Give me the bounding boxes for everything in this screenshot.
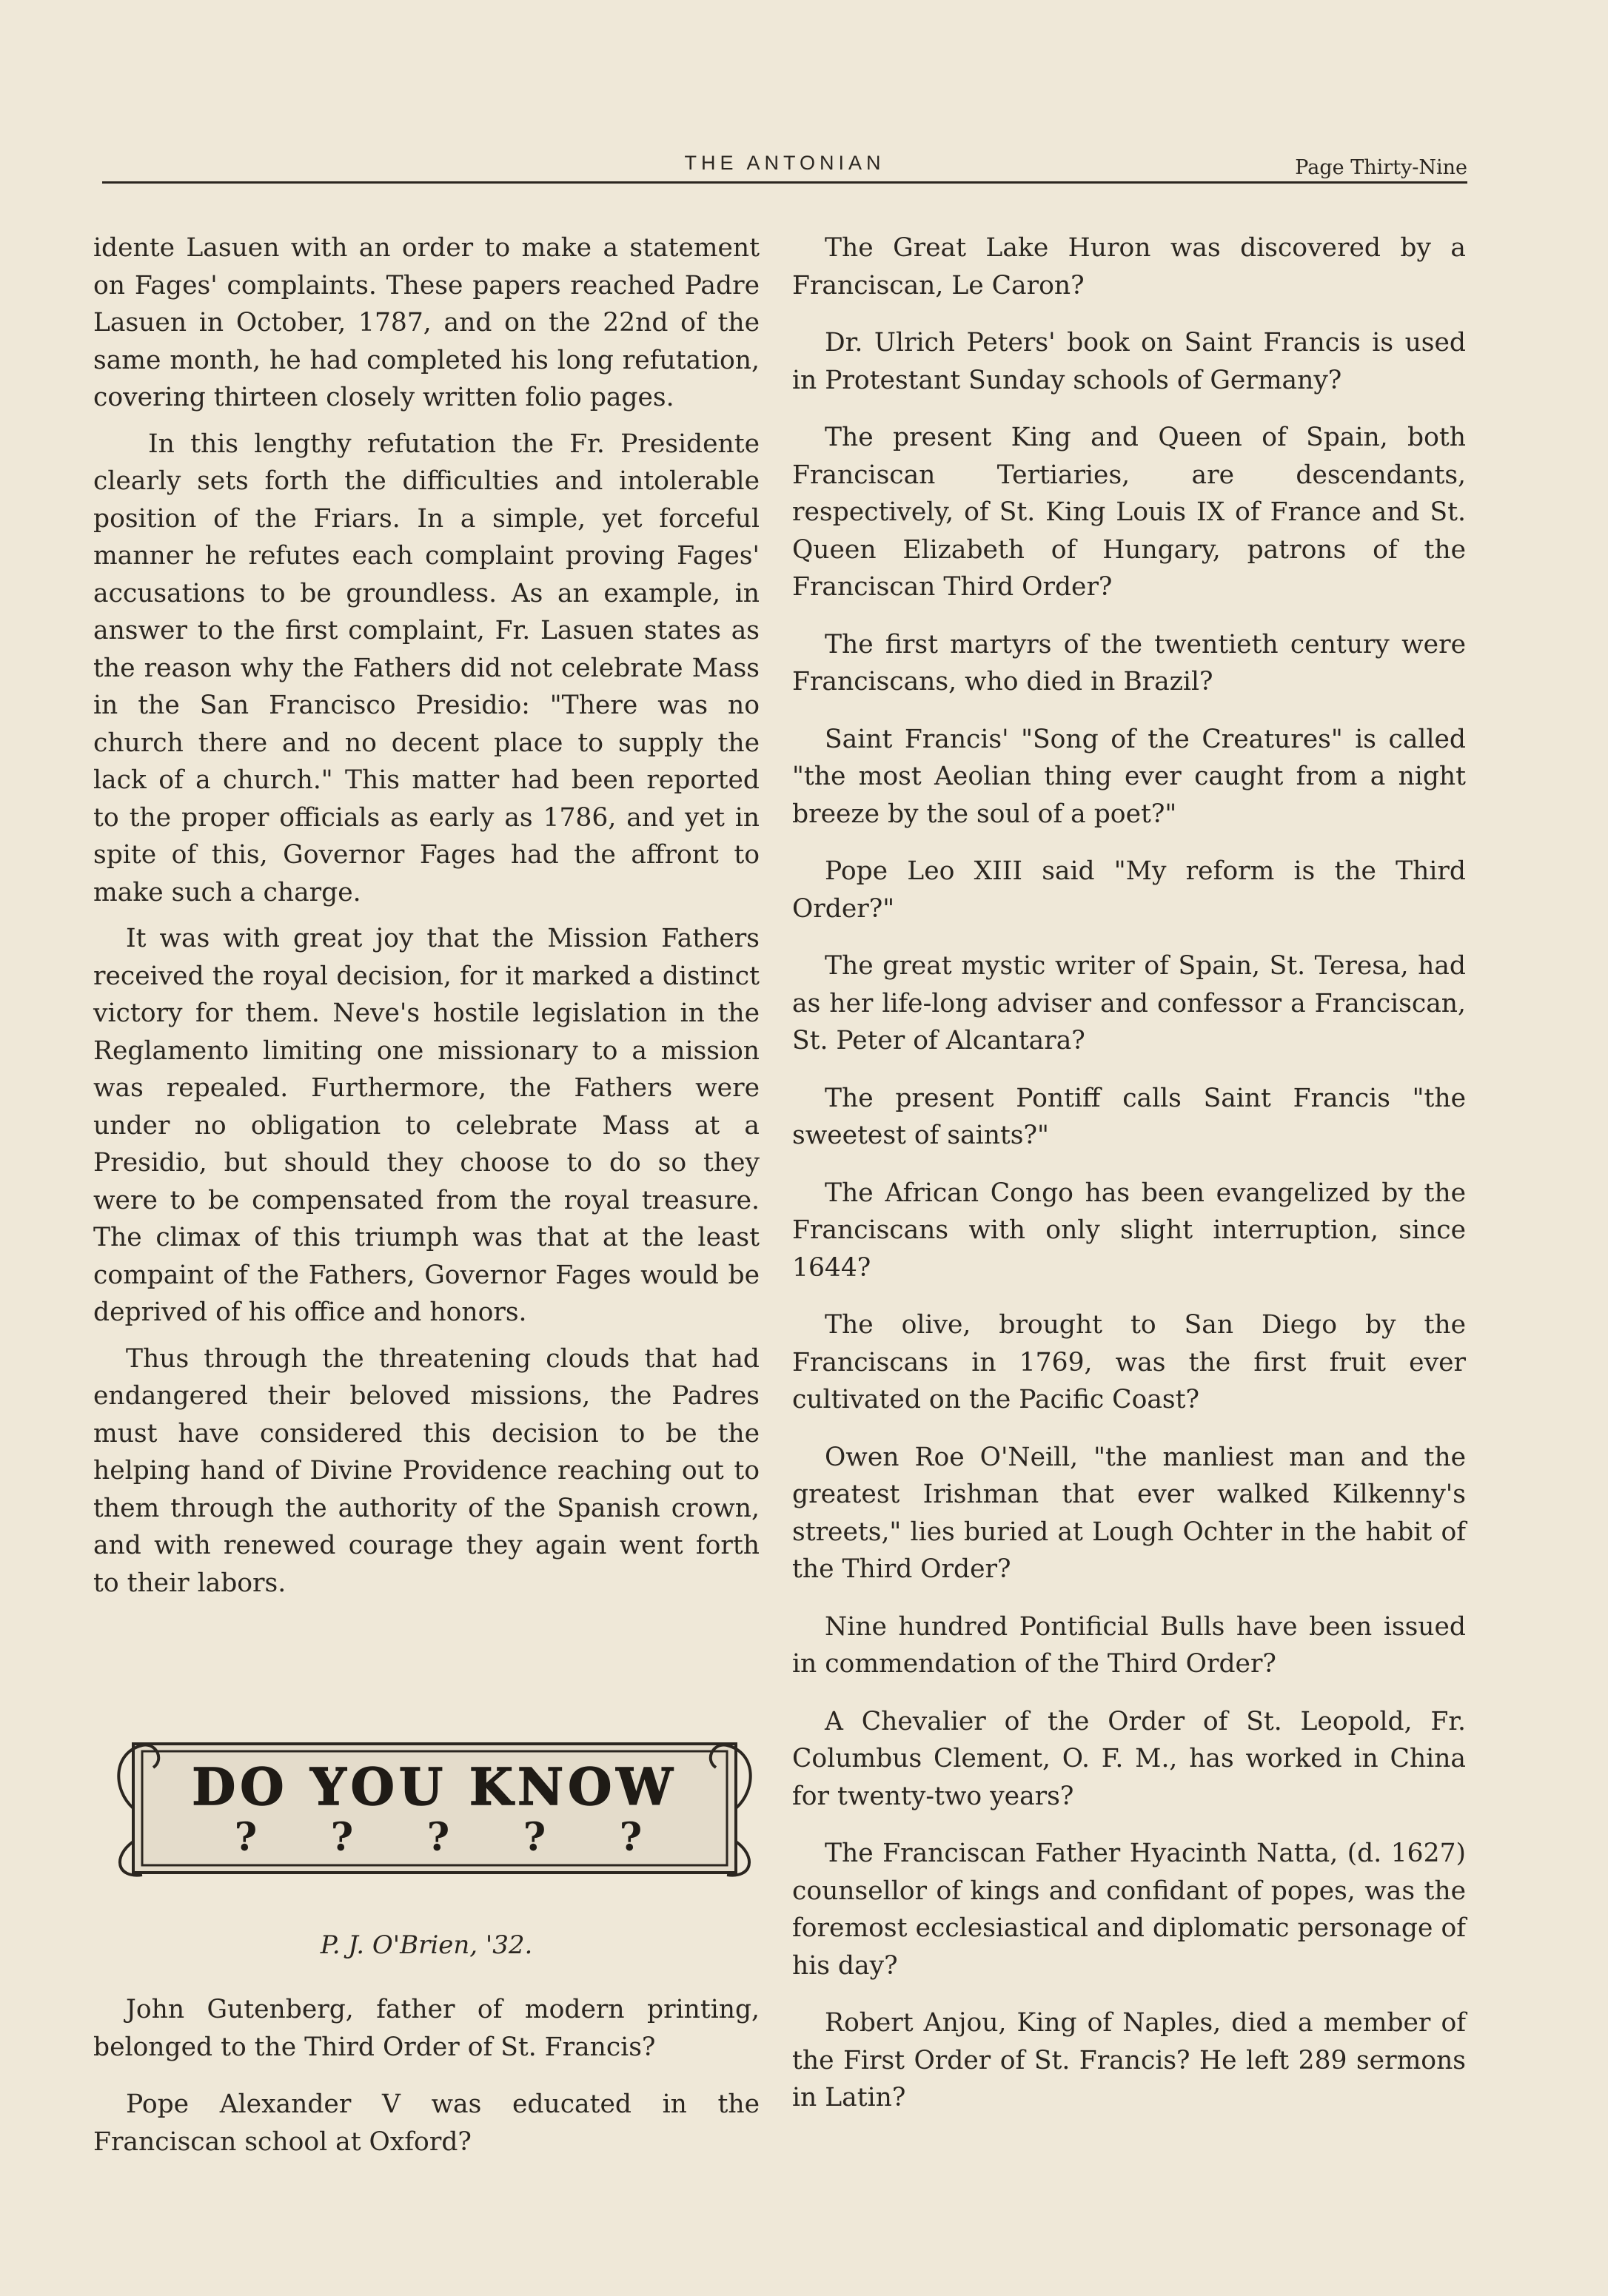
trivia-item: Nine hundred Pontificial Bulls have been issued in commendation of the Third Order? — [792, 1611, 1466, 1679]
trivia-item: The present King and Queen of Spain, both Franciscan Tertiaries, are descendants, respectively, of St. King Louis IX of France and St. Queen Elizabeth of Hungary, patrons of the Franciscan Third Order? — [792, 423, 1466, 602]
trivia-item: The Great Lake Huron was discovered by a Franciscan, Le Caron? — [792, 233, 1466, 301]
header-rule — [102, 181, 1467, 184]
page-number: Page Thirty-Nine — [1295, 156, 1467, 179]
trivia-item: Robert Anjou, King of Naples, died a member of the First Order of St. Francis? He left 289 sermons in Latin? — [792, 2008, 1466, 2112]
trivia-item: The first martyrs of the twentieth century were Franciscans, who died in Brazil? — [792, 629, 1466, 696]
left-trivia-list — [93, 1991, 760, 2181]
running-header — [102, 152, 1467, 181]
trivia-item: The olive, brought to San Diego by the Franciscans in 1769, was the first fruit ever cultivated on the Pacific Coast? — [792, 1310, 1466, 1414]
trivia-item: The present Pontiff calls Saint Francis "the sweetest of saints?" — [792, 1083, 1466, 1150]
trivia-item: The African Congo has been evangelized by the Franciscans with only slight interruption, since 1644? — [792, 1178, 1466, 1283]
left-column — [93, 229, 760, 1611]
author-byline: P. J. O'Brien, '32. — [320, 1930, 533, 1960]
question-mark: ? — [234, 1815, 258, 1860]
trivia-item: A Chevalier of the Order of St. Leopold, Fr. Columbus Clement, O. F. M., has worked in China for twenty-two years? — [792, 1706, 1466, 1811]
paragraph: In this lengthy refutation the Fr. Presidente clearly sets forth the difficulties and intolerable position of the Friars. In a simple, yet forceful manner he refutes each complaint proving Fages' accusations to be groundless. As an example, in answer to the first complaint, Fr. Lasuen states as the reason why the Fathers did not celebrate Mass in the San Francisco Presidio: "There was no church there and no decent place to supply the lack of a church." This matter had been reported to the proper officials as early as 1786, and yet in spite of this, Governor Fages had the affront to make such a charge. — [93, 429, 760, 907]
trivia-item: Pope Alexander V was educated in the Franciscan school at Oxford? — [93, 2089, 760, 2157]
trivia-item: Owen Roe O'Neill, "the manliest man and the greatest Irishman that ever walked Kilkenny's streets," lies buried at Lough Ochter in the habit of the Third Order? — [792, 1442, 1466, 1584]
question-mark: ? — [330, 1815, 354, 1860]
right-trivia-list — [792, 229, 1466, 2137]
trivia-item: The great mystic writer of Spain, St. Teresa, had as her life-long adviser and confessor a Franciscan, St. Peter of Alcantara? — [792, 951, 1466, 1055]
trivia-item: Dr. Ulrich Peters' book on Saint Francis is used in Protestant Sunday schools of Germany? — [792, 328, 1466, 395]
trivia-item: Pope Leo XIII said "My reform is the Third Order?" — [792, 856, 1466, 924]
question-mark: ? — [426, 1815, 450, 1860]
trivia-item: The Franciscan Father Hyacinth Natta, (d. 1627) counsellor of kings and confidant of popes, was the foremost ecclesiastical and diplomatic personage of his day? — [792, 1839, 1466, 1981]
trivia-item: Saint Francis' "Song of the Creatures" is called "the most Aeolian thing ever caught from a night breeze by the soul of a poet?" — [792, 724, 1466, 829]
magazine-title: THE ANTONIAN — [684, 152, 885, 174]
do-you-know-banner — [113, 1731, 757, 1886]
paragraph: Thus through the threatening clouds that had endangered their beloved missions, the Padres must have considered this decision to be the helping hand of Divine Providence reaching out to them through the authority of the Spanish crown, and with renewed courage they again went forth to their labors. — [93, 1343, 760, 1598]
trivia-item: John Gutenberg, father of modern printing, belonged to the Third Order of St. Francis? — [93, 1995, 760, 2062]
question-mark: ? — [619, 1815, 643, 1860]
paragraph: It was with great joy that the Mission Fathers received the royal decision, for it marked a distinct victory for them. Neve's hostile legislation in the Reglamento limiting one missionary to a mission was repealed. Furthermore, the Fathers were under no obligation to celebrate Mass at a Presidio, but should they choose to do so they were to be compensated from the royal treasure. The climax of this triumph was that at the least compaint of the Fathers, Governor Fages would be deprived of his office and honors. — [93, 924, 760, 1327]
banner-title: DO YOU KNOW — [192, 1758, 677, 1817]
paragraph: idente Lasuen with an order to make a statement on Fages' complaints. These papers reached Padre Lasuen in October, 1787, and on the 22nd of the same month, he had completed his long refutation, covering thirteen closely written folio pages. — [93, 233, 760, 412]
question-mark: ? — [523, 1815, 546, 1860]
